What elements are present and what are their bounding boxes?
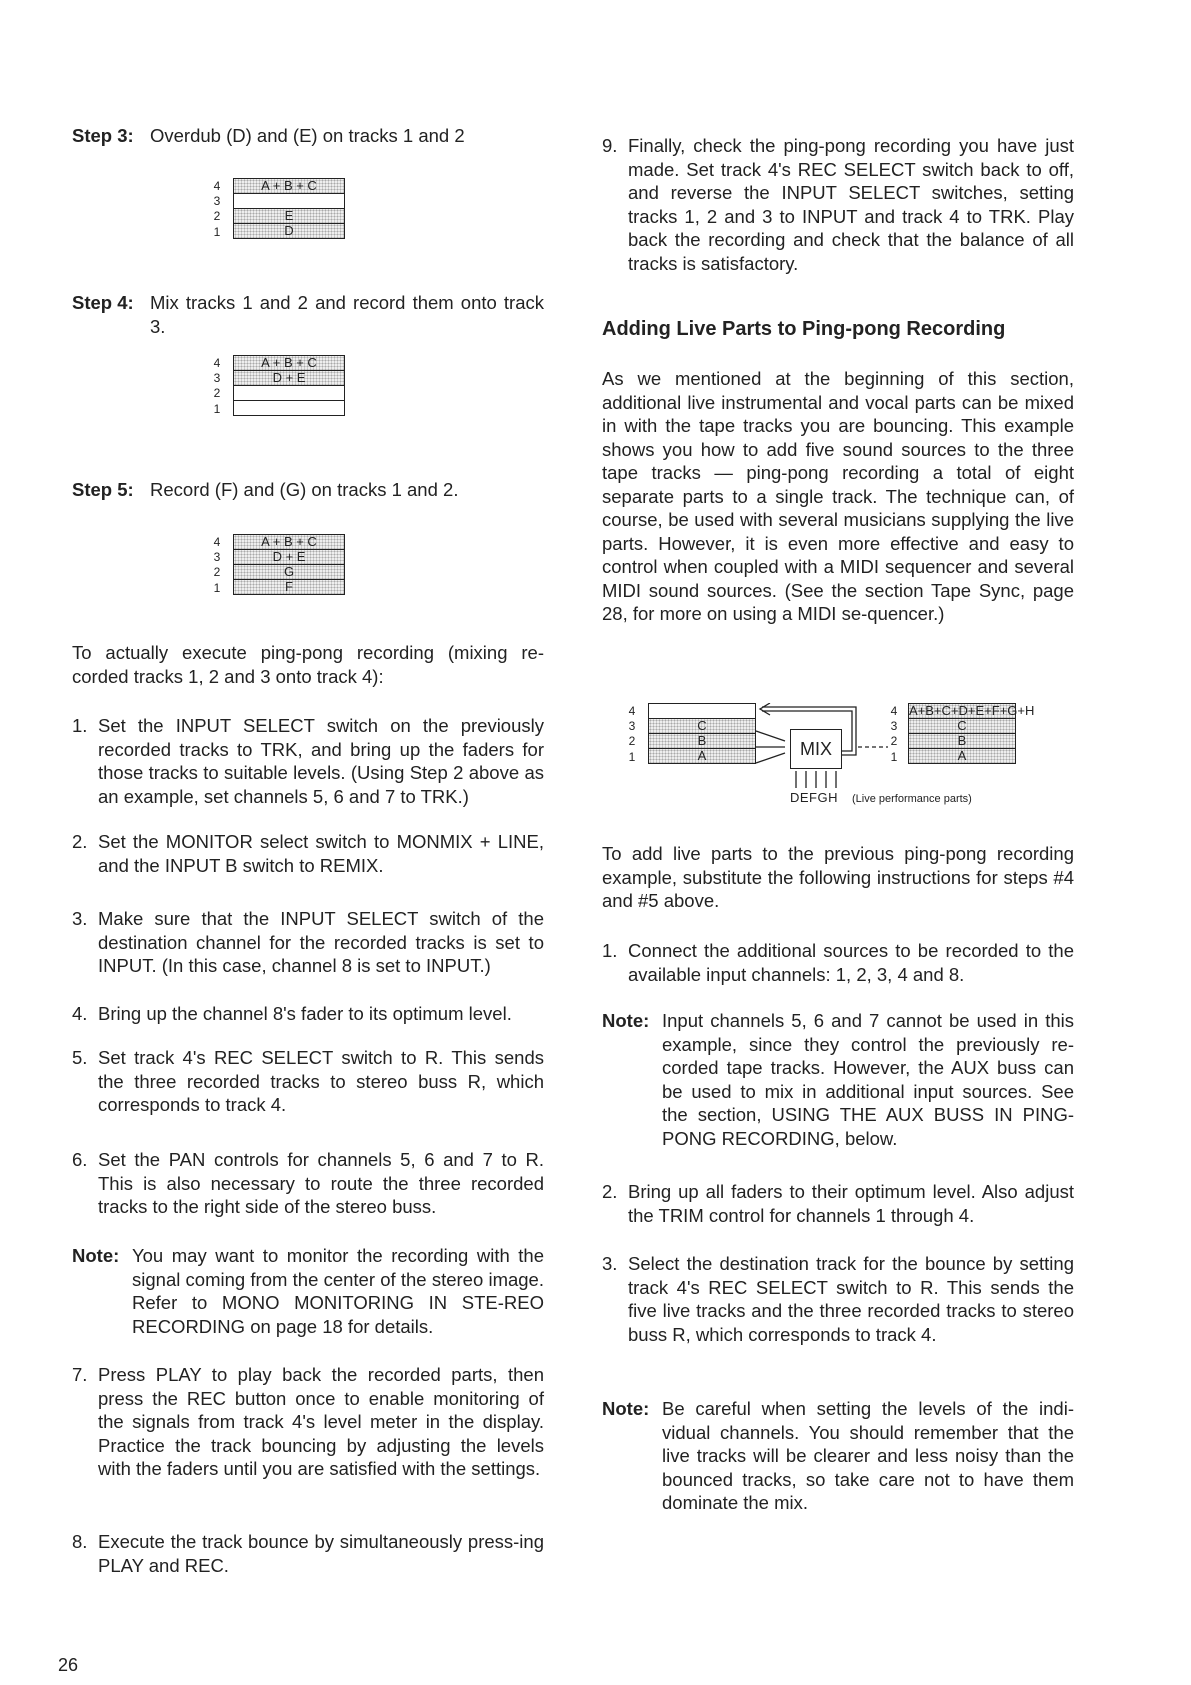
item-text: Be careful when setting the levels of the indi-vidual channels. You should remember that the live tracks will be clearer and less noisy than the bounced tracks, so take care not to have them dominate the mix.	[662, 1398, 1074, 1513]
track-3: D + E	[234, 371, 344, 386]
item-text: Set track 4's REC SELECT switch to R. This sends the three recorded tracks to stereo buss R, which corresponds to track 4.	[98, 1047, 544, 1115]
item-number: 3.	[72, 908, 88, 929]
list-item	[72, 1002, 544, 1026]
list-item	[72, 1046, 544, 1117]
item-number: 1.	[72, 715, 88, 736]
item-text: Select the destination track for the bounce by setting track 4's REC SELECT switch to R. This sends the five live tracks and the three recorded tracks to stereo buss R, which corresponds to track 4.	[628, 1253, 1074, 1345]
track-4: A+B+C+D+E+F+G+H	[909, 703, 1035, 718]
track-number: 1	[213, 401, 221, 416]
track-3	[234, 194, 344, 209]
track-2: G	[234, 565, 344, 580]
track-number: 4	[213, 535, 221, 549]
item-text: Set the INPUT SELECT switch on the previously recorded tracks to TRK, and bring up the faders for those tracks to suitable levels. (Using Step 2 above as an example, set channels 5, 6 and 7 to TRK.)	[98, 715, 544, 807]
item-number: 1.	[602, 940, 618, 961]
list-item	[72, 714, 544, 808]
track-3: C	[649, 719, 755, 734]
item-number: Note:	[602, 1398, 650, 1419]
track-2: B	[649, 734, 755, 749]
track-number: 2	[628, 734, 636, 749]
item-text: Press PLAY to play back the recorded parts, then press the REC button once to enable monitoring of the signals from track 4's level meter in the display. Practice the track bouncing by adjusting the levels with the faders until you are satisfied with the settings.	[98, 1364, 544, 1479]
item-number: 2.	[602, 1181, 618, 1202]
note	[602, 1009, 1074, 1150]
track-number: 3	[213, 194, 221, 209]
track-1: A	[909, 749, 1015, 763]
track-stack	[233, 534, 345, 595]
item-number: 4.	[72, 1003, 88, 1024]
track-2	[234, 386, 344, 401]
section-heading: Adding Live Parts to Ping-pong Recording	[602, 318, 1006, 340]
track-4: A + B + C	[234, 535, 344, 550]
item-number: Note:	[602, 1010, 650, 1031]
track-number: 3	[628, 719, 636, 734]
live-parts-diagram	[628, 703, 1035, 805]
track-number: 4	[890, 704, 898, 718]
item-text: Execute the track bounce by simultaneously press-ing PLAY and REC.	[98, 1531, 544, 1576]
paragraph-substitute: To add live parts to the previous ping-pong recording example, substitute the following instructions for steps #4 and #5 above.	[602, 843, 1074, 911]
step-9: 9. Finally, check the ping-pong recording you have just made. Set track 4's REC SELECT switch back to off, and reverse the INPUT SELECT switches, setting tracks 1, 2 and 3 to INPUT and track 4 to TRK. Play back the recording and check that the balance of all tracks is satisfactory.	[602, 135, 1074, 274]
list-item	[602, 1252, 1074, 1346]
item-number: 3.	[602, 1253, 618, 1274]
track-1: A	[649, 749, 755, 763]
track-2: E	[234, 209, 344, 224]
track-number: 3	[890, 719, 898, 734]
list-item	[72, 1363, 544, 1481]
track-2: B	[909, 734, 1015, 749]
track-1	[234, 401, 344, 415]
track-4: A + B + C	[234, 356, 344, 371]
item-text: Make sure that the INPUT SELECT switch of the destination channel for the recorded tracks is set to INPUT. (In this case, channel 8 is set to INPUT.)	[98, 908, 544, 976]
track-number: 1	[213, 224, 221, 239]
live-parts-caption: (Live performance parts)	[852, 793, 972, 805]
intro-paragraph: To actually execute ping-pong recording (mixing re-corded tracks 1, 2 and 3 onto track 4):	[72, 642, 544, 687]
step-5: Step 5: Record (F) and (G) on tracks 1 and 2.	[72, 479, 459, 500]
note	[602, 1397, 1074, 1515]
item-number: 7.	[72, 1364, 88, 1385]
track-number: 4	[628, 704, 636, 718]
track-stack	[233, 178, 345, 239]
track-number: 1	[628, 749, 636, 764]
list-item	[72, 830, 544, 877]
track-number: 1	[213, 580, 221, 595]
step-4: Step 4: Mix tracks 1 and 2 and record them onto track 3.	[72, 292, 544, 337]
track-number: 2	[213, 209, 221, 224]
track-number: 2	[890, 734, 898, 749]
page-number: 26	[58, 1655, 79, 1675]
item-number: 8.	[72, 1531, 88, 1552]
list-item	[602, 939, 1074, 986]
mix-box: MIX	[790, 729, 842, 769]
track-3: C	[909, 719, 1015, 734]
list-item	[72, 907, 544, 978]
track-number: 4	[213, 356, 221, 370]
item-text: Input channels 5, 6 and 7 cannot be used in this example, since they control the previously re-corded tape tracks. However, the AUX buss can be used to mix in additional input sources. See the section, USING THE AUX BUSS IN PING-PONG RECORDING, below.	[662, 1010, 1074, 1149]
item-text: Bring up all faders to their optimum level. Also adjust the TRIM control for channels 1 through 4.	[628, 1181, 1074, 1226]
list-item	[602, 1180, 1074, 1227]
track-number: 1	[890, 749, 898, 764]
item-number: Note:	[72, 1245, 120, 1266]
list-item	[72, 1530, 544, 1577]
live-sources-label: DEFGH	[790, 790, 838, 805]
track-stack	[233, 355, 345, 416]
track-number: 2	[213, 386, 221, 401]
item-text: You may want to monitor the recording with the signal coming from the center of the stereo image. Refer to MONO MONITORING IN STE-REO RECORDING on page 18 for details.	[132, 1245, 544, 1337]
step-3: Step 3: Overdub (D) and (E) on tracks 1 and 2	[72, 125, 465, 146]
list-item	[72, 1148, 544, 1219]
track-4: A + B + C	[234, 179, 344, 194]
item-text: Set the PAN controls for channels 5, 6 and 7 to R. This is also necessary to route the three recorded tracks to the right side of the stereo buss.	[98, 1149, 544, 1217]
item-number: 6.	[72, 1149, 88, 1170]
track-number: 2	[213, 565, 221, 580]
track-number: 3	[213, 371, 221, 386]
item-number: 2.	[72, 831, 88, 852]
track-1: F	[234, 580, 344, 594]
track-3: D + E	[234, 550, 344, 565]
item-text: Set the MONITOR select switch to MONMIX + LINE, and the INPUT B switch to REMIX.	[98, 831, 544, 876]
item-text: Connect the additional sources to be recorded to the available input channels: 1, 2, 3, 4 and 8.	[628, 940, 1074, 985]
track-number: 4	[213, 179, 221, 193]
note	[72, 1244, 544, 1338]
item-number: 5.	[72, 1047, 88, 1068]
paragraph-live-parts: As we mentioned at the beginning of this section, additional live instrumental and vocal parts can be mixed in with the tape tracks you are bouncing. This example shows you how to add five sound sources to the three tape tracks — ping-pong recording a total of eight separate parts to a single track. The technique can, of course, be used with several musicians supplying the live parts. However, it is even more effective and easy to control when coupled with a MIDI sequencer and several MIDI sound sources. (See the section Tape Sync, page 28, for more on using a MIDI se-quencer.)	[602, 368, 1074, 624]
track-1: D	[234, 224, 344, 238]
item-text: Bring up the channel 8's fader to its optimum level.	[98, 1003, 512, 1024]
track-number: 3	[213, 550, 221, 565]
